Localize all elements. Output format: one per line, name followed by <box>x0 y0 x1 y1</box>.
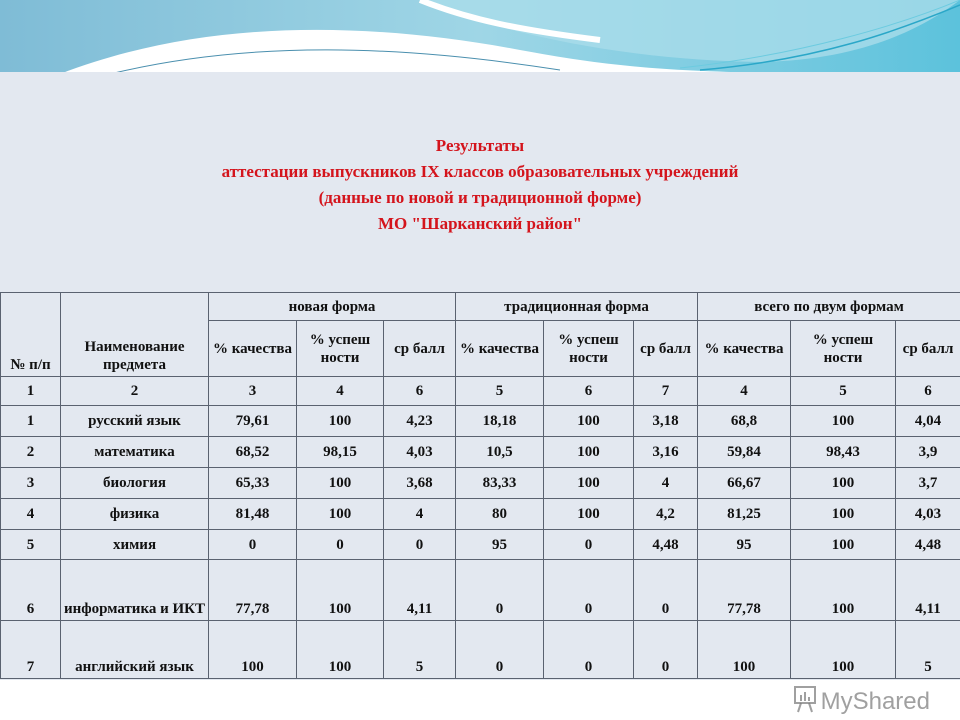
subject-name: русский язык <box>61 406 209 437</box>
value-cell: 0 <box>456 560 544 621</box>
value-cell: 77,78 <box>698 560 791 621</box>
value-cell: 0 <box>209 530 297 560</box>
value-cell: 100 <box>791 621 896 679</box>
row-number: 2 <box>1 437 61 468</box>
title-line-2: аттестации выпускников IX классов образовательных учреждений <box>221 162 739 181</box>
value-cell: 100 <box>544 437 634 468</box>
row-number: 1 <box>1 406 61 437</box>
table-row <box>1 560 960 621</box>
value-cell: 100 <box>791 468 896 499</box>
value-cell: 68,8 <box>698 406 791 437</box>
results-table <box>0 292 960 679</box>
value-cell: 0 <box>634 560 698 621</box>
column-number: 6 <box>384 377 456 406</box>
header-group-new: новая форма <box>209 293 456 321</box>
row-number: 7 <box>1 621 61 679</box>
value-cell: 18,18 <box>456 406 544 437</box>
subject-name: английский язык <box>61 621 209 679</box>
value-cell: 59,84 <box>698 437 791 468</box>
table-row <box>1 499 960 530</box>
subject-name: физика <box>61 499 209 530</box>
value-cell: 83,33 <box>456 468 544 499</box>
value-cell: 66,67 <box>698 468 791 499</box>
value-cell: 80 <box>456 499 544 530</box>
value-cell: 0 <box>544 621 634 679</box>
sub-header: % качества <box>456 321 544 377</box>
value-cell: 100 <box>544 499 634 530</box>
table-row <box>1 437 960 468</box>
value-cell: 3,18 <box>634 406 698 437</box>
title-line-1: Результаты <box>435 136 525 155</box>
table-row <box>1 621 960 679</box>
subject-name: математика <box>61 437 209 468</box>
value-cell: 95 <box>456 530 544 560</box>
header-number: № п/п <box>1 293 61 377</box>
value-cell: 0 <box>297 530 384 560</box>
value-cell: 65,33 <box>209 468 297 499</box>
value-cell: 0 <box>384 530 456 560</box>
value-cell: 100 <box>297 499 384 530</box>
value-cell: 79,61 <box>209 406 297 437</box>
value-cell: 4,11 <box>896 560 960 621</box>
column-number: 6 <box>544 377 634 406</box>
header-subject: Наименование предмета <box>61 293 209 377</box>
header-group-total: всего по двум формам <box>698 293 960 321</box>
sub-header: % успеш ности <box>791 321 896 377</box>
column-number: 7 <box>634 377 698 406</box>
value-cell: 95 <box>698 530 791 560</box>
column-number: 5 <box>791 377 896 406</box>
value-cell: 81,48 <box>209 499 297 530</box>
value-cell: 0 <box>544 530 634 560</box>
value-cell: 4,11 <box>384 560 456 621</box>
subject-name: биология <box>61 468 209 499</box>
sub-header: ср балл <box>384 321 456 377</box>
value-cell: 100 <box>544 406 634 437</box>
value-cell: 3,68 <box>384 468 456 499</box>
value-cell: 98,15 <box>297 437 384 468</box>
sub-header: % качества <box>698 321 791 377</box>
numbering-row <box>1 377 960 406</box>
value-cell: 4 <box>384 499 456 530</box>
value-cell: 100 <box>297 560 384 621</box>
sub-header: % качества <box>209 321 297 377</box>
title-line-4: МО "Шарканский район" <box>377 214 583 233</box>
column-number: 5 <box>456 377 544 406</box>
value-cell: 81,25 <box>698 499 791 530</box>
value-cell: 5 <box>384 621 456 679</box>
column-number: 3 <box>209 377 297 406</box>
value-cell: 4,23 <box>384 406 456 437</box>
value-cell: 4,03 <box>896 499 960 530</box>
value-cell: 77,78 <box>209 560 297 621</box>
value-cell: 100 <box>297 621 384 679</box>
slide-title <box>0 133 960 237</box>
value-cell: 3,9 <box>896 437 960 468</box>
header-row-groups <box>1 293 960 321</box>
value-cell: 100 <box>698 621 791 679</box>
sub-header: ср балл <box>896 321 960 377</box>
value-cell: 100 <box>297 406 384 437</box>
value-cell: 100 <box>544 468 634 499</box>
value-cell: 100 <box>209 621 297 679</box>
subject-name: информатика и ИКТ <box>61 560 209 621</box>
row-number: 5 <box>1 530 61 560</box>
row-number: 6 <box>1 560 61 621</box>
column-number: 1 <box>1 377 61 406</box>
title-line-3: (данные по новой и традиционной форме) <box>318 188 642 207</box>
value-cell: 4,04 <box>896 406 960 437</box>
value-cell: 5 <box>896 621 960 679</box>
column-number: 2 <box>61 377 209 406</box>
value-cell: 100 <box>791 560 896 621</box>
value-cell: 100 <box>297 468 384 499</box>
value-cell: 100 <box>791 530 896 560</box>
subject-name: химия <box>61 530 209 560</box>
table-row <box>1 406 960 437</box>
watermark-text: MyShared <box>820 688 930 715</box>
value-cell: 10,5 <box>456 437 544 468</box>
value-cell: 3,16 <box>634 437 698 468</box>
sub-header: % успеш ности <box>544 321 634 377</box>
header-group-traditional: традиционная форма <box>456 293 698 321</box>
value-cell: 4 <box>634 468 698 499</box>
row-number: 3 <box>1 468 61 499</box>
column-number: 4 <box>698 377 791 406</box>
table-row <box>1 468 960 499</box>
decorative-wave-banner <box>0 0 960 74</box>
value-cell: 3,7 <box>896 468 960 499</box>
value-cell: 4,48 <box>896 530 960 560</box>
watermark <box>793 688 930 716</box>
value-cell: 68,52 <box>209 437 297 468</box>
column-number: 4 <box>297 377 384 406</box>
column-number: 6 <box>896 377 960 406</box>
value-cell: 100 <box>791 499 896 530</box>
sub-header: % успеш ности <box>297 321 384 377</box>
presentation-icon <box>793 685 817 720</box>
value-cell: 4,2 <box>634 499 698 530</box>
value-cell: 0 <box>634 621 698 679</box>
row-number: 4 <box>1 499 61 530</box>
value-cell: 0 <box>456 621 544 679</box>
table-row <box>1 530 960 560</box>
value-cell: 98,43 <box>791 437 896 468</box>
value-cell: 4,03 <box>384 437 456 468</box>
value-cell: 100 <box>791 406 896 437</box>
sub-header: ср балл <box>634 321 698 377</box>
value-cell: 0 <box>544 560 634 621</box>
value-cell: 4,48 <box>634 530 698 560</box>
